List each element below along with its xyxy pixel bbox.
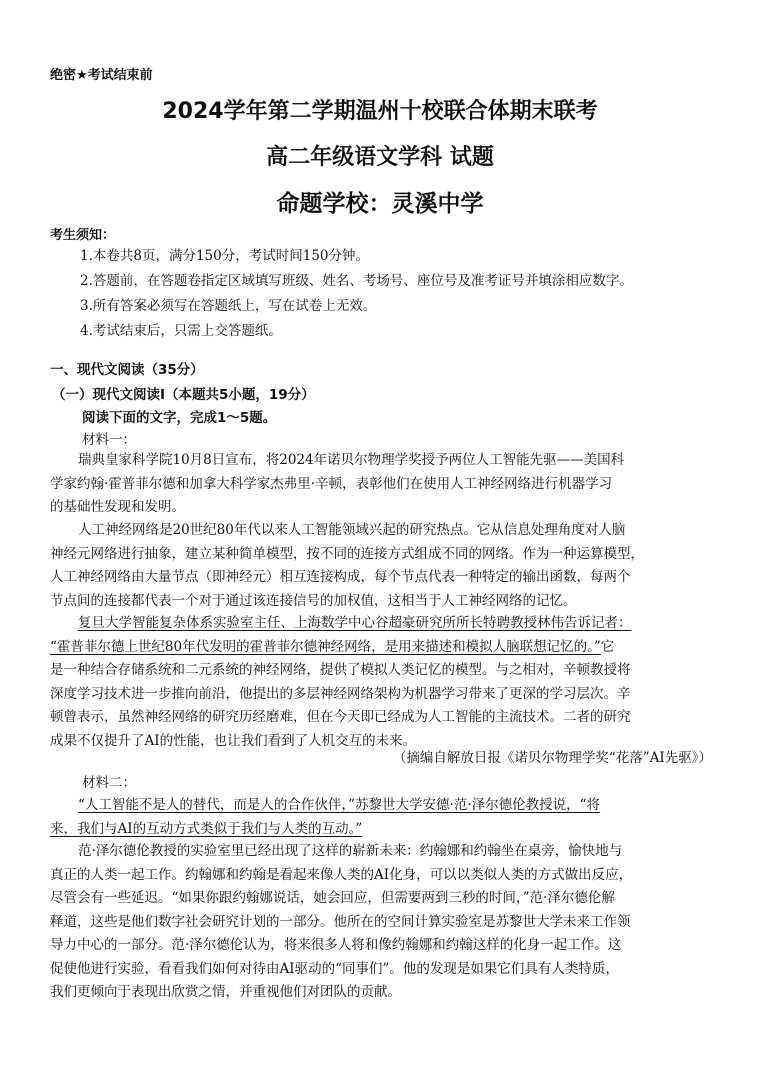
paragraph-3 xyxy=(50,612,712,753)
notice-item: 3.所有答案必须写在答题纸上，写在试卷上无效。 xyxy=(80,298,377,314)
source-citation: （摘编自解放日报《诺贝尔物理学奖“花落”AI先驱》） xyxy=(392,750,712,766)
text-line: 人工神经网络由大量节点（即神经元）相互连接构成，每个节点代表一种特定的输出函数，每两个 xyxy=(50,569,631,585)
text-line xyxy=(50,636,712,660)
material-one-label: 材料一： xyxy=(82,432,136,448)
text-line xyxy=(50,612,712,636)
notice-item: 2.答题前，在答题卷指定区域填写班级、姓名、考场号、座位号及准考证号并填涂相应数字。 xyxy=(80,273,633,289)
text-line: 真正的人类一起工作。约翰娜和约翰是看起来像人类的AI化身，可以以类似人类的方式做出反应， xyxy=(50,866,633,883)
exam-school: 命题学校：灵溪中学 xyxy=(276,191,484,217)
exam-title: 2024学年第二学期温州十校联合体期末联考 xyxy=(162,99,598,124)
underlined-text: “霍普菲尔德上世纪80年代发明的霍普菲尔德神经网络，是用来描述和模拟人脑联想记忆的。” xyxy=(50,638,601,655)
paragraph-2 xyxy=(50,519,712,613)
paragraph-4 xyxy=(50,794,712,841)
notice-list xyxy=(80,244,633,344)
text-line: 促使他进行实验，看看我们如何对待由AI驱动的“同事们”。他的发现是如果它们具有人类特质， xyxy=(50,960,619,977)
notice-title: 考生须知： xyxy=(50,228,116,243)
text-run: 它 xyxy=(600,638,615,655)
exam-subject: 高二年级语文学科 试题 xyxy=(266,145,494,170)
subsection-title: （一）现代文阅读Ⅰ（本题共5小题，19分） xyxy=(52,387,315,403)
text-line: 学家约翰·霍普菲尔德和加拿大科学家杰弗里·辛顿，表彰他们在使用人工神经网络进行机器学习 xyxy=(50,475,613,492)
underlined-text: “人工智能不是人的替代，而是人的合作伙伴，”苏黎世大学安德·范·泽尔德伦教授说，“将 xyxy=(78,797,601,813)
underlined-text: 复旦大学智能复杂体系实验室主任、上海数学中心谷超豪研究所所长特聘教授林伟告诉记者： xyxy=(78,615,632,631)
text-line xyxy=(50,818,712,842)
paragraph-1 xyxy=(50,449,712,520)
text-line: 导力中心的一部分。范·泽尔德伦认为，将来很多人将和像约翰娜和约翰这样的化身一起工作。这 xyxy=(50,937,622,953)
confidential-label: 绝密★考试结束前 xyxy=(50,68,153,83)
text-line: 释道，这些是他们数字社会研究计划的一部分。他所在的空间计算实验室是苏黎世大学未来工作领 xyxy=(50,913,631,930)
section-title: 一、现代文阅读（35分） xyxy=(50,362,204,378)
notice-item: 4.考试结束后，只需上交答题纸。 xyxy=(80,323,282,339)
text-line: 范·泽尔德伦教授的实验室里已经出现了这样的崭新未来：约翰娜和约翰坐在桌旁，愉快地与 xyxy=(78,843,623,859)
text-line: 节点间的连接都代表一个对于通过该连接信号的加权值，这相当于人工神经网络的记忆。 xyxy=(50,592,577,609)
text-line: 是一种结合存储系统和二元系统的神经网络，提供了模拟人类记忆的模型。与之相对，辛顿教授将 xyxy=(50,662,631,678)
text-line: 神经元网络进行抽象，建立某种简单模型，按不同的连接方式组成不同的网络。作为一种运算模型， xyxy=(50,545,644,562)
underlined-text: 来，我们与AI的互动方式类似于我们与人类的互动。” xyxy=(50,820,363,837)
text-line: 人工神经网络是20世纪80年代以来人工智能领域兴起的研究热点。它从信息处理角度对人脑 xyxy=(78,522,626,538)
paragraph-5 xyxy=(50,840,712,1005)
text-line: 我们更倾向于表现出欣赏之情，并重视他们对团队的贡献。 xyxy=(50,984,401,1000)
text-line: 深度学习技术进一步推向前沿，他提出的多层神经网络架构为机器学习带来了更深的学习层次。辛 xyxy=(50,685,631,702)
text-line: 尽管会有一些延迟。“如果你跟约翰娜说话，她会回应，但需要两到三秒的时间，”范·泽尔德伦解 xyxy=(50,890,615,906)
text-line: 的基础性发现和发明。 xyxy=(50,499,185,515)
material-two-label: 材料二： xyxy=(82,775,136,791)
text-line xyxy=(50,794,712,818)
text-line: 顿曾表示，虽然神经网络的研究历经磨难，但在今天即已经成为人工智能的主流技术。二者的研究 xyxy=(50,709,631,725)
reading-instruction: 阅读下面的文字，完成1～5题。 xyxy=(82,410,277,426)
text-line: 成果不仅提升了AI的性能，也让我们看到了人机交互的未来。 xyxy=(50,732,417,749)
notice-item: 1.本卷共8页，满分150分，考试时间150分钟。 xyxy=(80,248,370,264)
text-line: 瑞典皇家科学院10月8日宣布，将2024年诺贝尔物理学奖授予两位人工智能先驱——美国科 xyxy=(78,452,625,468)
